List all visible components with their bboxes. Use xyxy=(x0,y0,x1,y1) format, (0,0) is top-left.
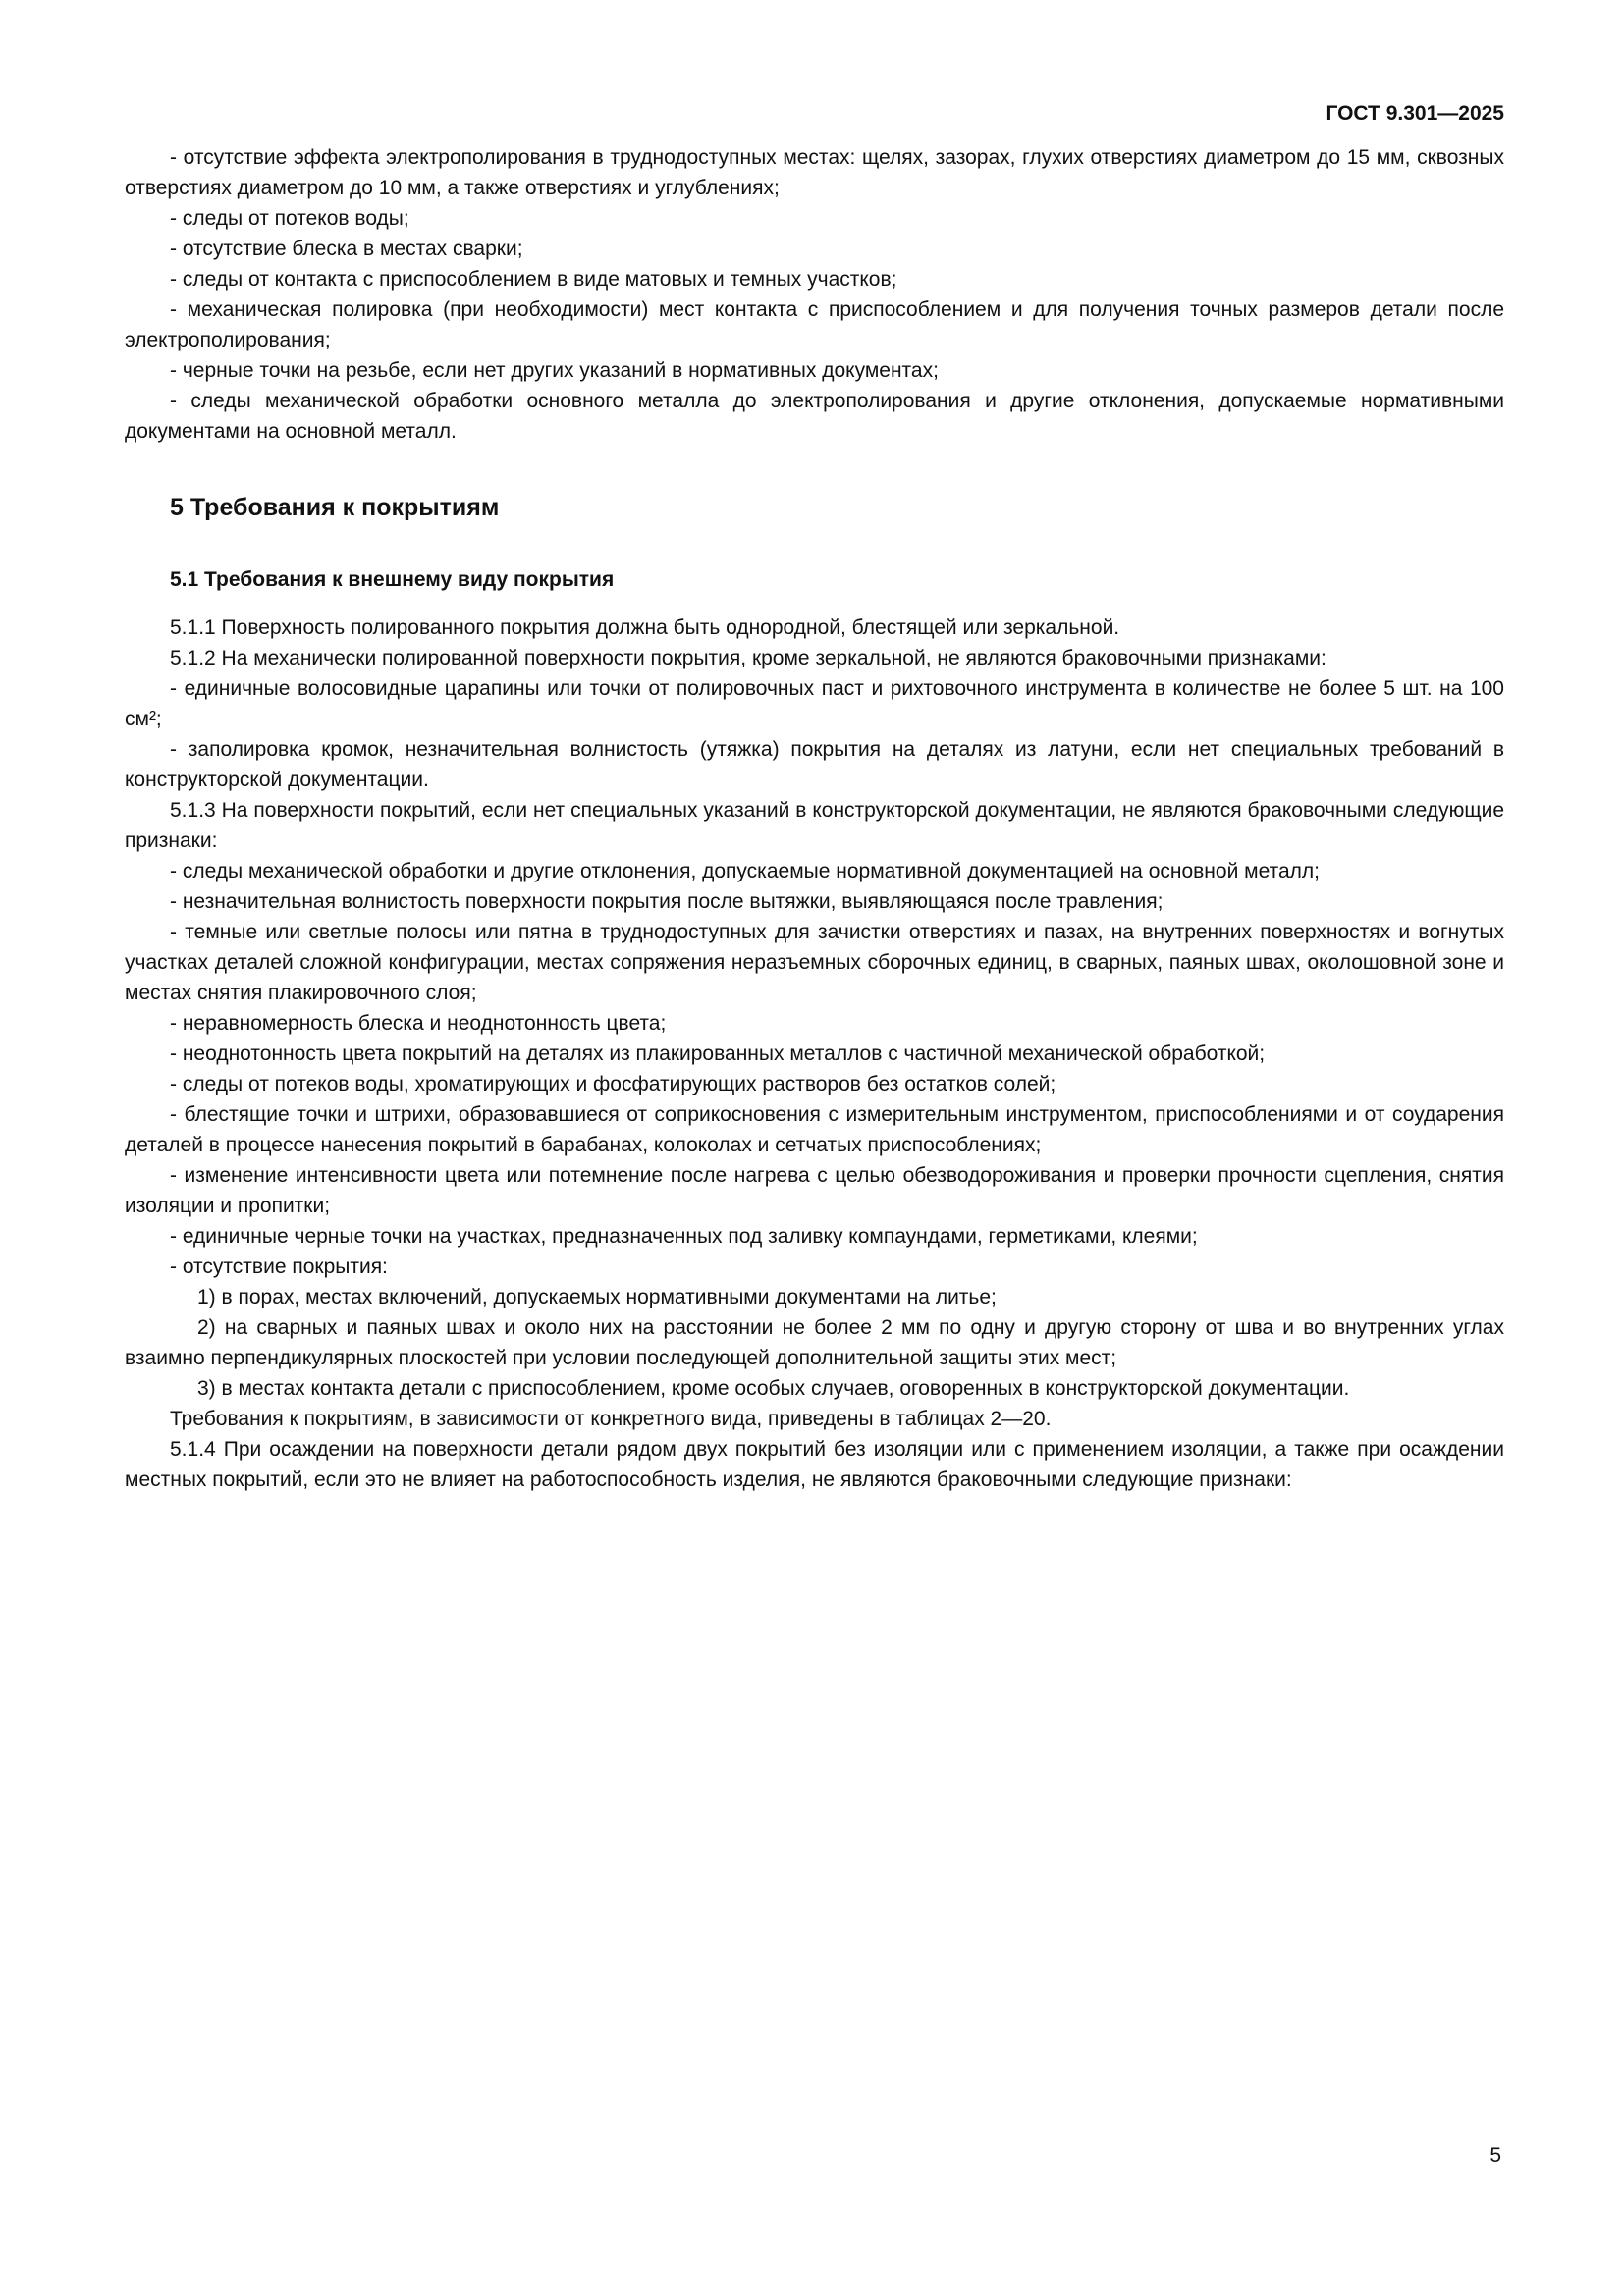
paragraph: - следы от потеков воды, хроматирующих и фосфатирующих растворов без остатков солей; xyxy=(170,1073,1056,1095)
paragraph: - отсутствие эффекта электрополирования в труднодоступных местах: щелях, зазорах, глухих отверстиях диаметром до 15 мм, сквозных отверстиях диаметром до 10 мм, а также отверстиях и углублениях; xyxy=(125,146,1504,199)
paragraph: 1) в порах, местах включений, допускаемых нормативными документами на литье; xyxy=(197,1286,997,1308)
paragraph: - черные точки на резьбе, если нет других указаний в нормативных документах; xyxy=(170,359,939,382)
subsection-heading: 5.1 Требования к внешнему виду покрытия xyxy=(170,568,615,591)
paragraph: - единичные волосовидные царапины или точки от полировочных паст и рихтовочного инструмента в количестве не более 5 шт. на 100 см²; xyxy=(125,677,1504,730)
paragraph: - изменение интенсивности цвета или потемнение после нагрева с целью обезводороживания и проверки прочности сцепления, снятия изоляции и пропитки; xyxy=(125,1164,1504,1217)
paragraph: - заполировка кромок, незначительная волнистость (утяжка) покрытия на деталях из латуни, если нет специальных требований в конструкторской документации. xyxy=(125,738,1504,791)
paragraph: - незначительная волнистость поверхности покрытия после вытяжки, выявляющаяся после травления; xyxy=(170,890,1164,913)
paragraph: - неравномерность блеска и неоднотонность цвета; xyxy=(170,1012,667,1035)
section-heading: 5 Требования к покрытиям xyxy=(170,494,500,521)
doc-number-header: ГОСТ 9.301—2025 xyxy=(1326,102,1504,125)
paragraph: 5.1.1 Поверхность полированного покрытия должна быть однородной, блестящей или зеркальной. xyxy=(170,616,1120,639)
paragraph: 5.1.3 На поверхности покрытий, если нет специальных указаний в конструкторской документации, не являются браковочными следующие признаки: xyxy=(125,799,1504,852)
paragraph: 5.1.2 На механически полированной поверхности покрытия, кроме зеркальной, не являются браковочными признаками: xyxy=(170,647,1326,669)
paragraph: 2) на сварных и паяных швах и около них на расстоянии не более 2 мм по одну и другую сторону от шва и во внутренних углах взаимно перпендикулярных плоскостей при условии последующей дополнительной защиты этих мест; xyxy=(125,1316,1504,1369)
paragraph: 5.1.4 При осаждении на поверхности детали рядом двух покрытий без изоляции или с применением изоляции, а также при осаждении местных покрытий, если это не влияет на работоспособность изделия, не являются браковочными следующие признаки: xyxy=(125,1438,1504,1491)
paragraph: - блестящие точки и штрихи, образовавшиеся от соприкосновения с измерительным инструментом, приспособлениями и от соударения деталей в процессе нанесения покрытий в барабанах, колоколах и сетчатых приспособлениях; xyxy=(125,1103,1504,1156)
page-number: 5 xyxy=(1489,2144,1501,2166)
paragraph: - отсутствие блеска в местах сварки; xyxy=(170,238,523,260)
paragraph: - темные или светлые полосы или пятна в труднодоступных для зачистки отверстиях и пазах, на внутренних поверхностях и вогнутых участках деталей сложной конфигурации, местах сопряжения неразъемных сборочных единиц, в сварных, паяных швах, околошовной зоне и местах снятия плакировочного слоя; xyxy=(125,921,1504,1004)
paragraph: - следы от контакта с приспособлением в виде матовых и темных участков; xyxy=(170,268,897,291)
paragraph: - следы механической обработки основного металла до электрополирования и другие отклонения, допускаемые нормативными документами на основной металл. xyxy=(125,390,1504,443)
paragraph: - единичные черные точки на участках, предназначенных под заливку компаундами, герметиками, клеями; xyxy=(170,1225,1198,1248)
paragraph: 3) в местах контакта детали с приспособлением, кроме особых случаев, оговоренных в конструкторской документации. xyxy=(197,1377,1350,1400)
paragraph: Требования к покрытиям, в зависимости от конкретного вида, приведены в таблицах 2—20. xyxy=(170,1408,1052,1430)
paragraph: - следы от потеков воды; xyxy=(170,207,409,230)
paragraph: - следы механической обработки и другие отклонения, допускаемые нормативной документацией на основной металл; xyxy=(170,860,1320,882)
document-body xyxy=(125,142,1504,1495)
paragraph: - механическая полировка (при необходимости) мест контакта с приспособлением и для получения точных размеров детали после электрополирования; xyxy=(125,298,1504,351)
paragraph: - отсутствие покрытия: xyxy=(170,1255,388,1278)
paragraph: - неоднотонность цвета покрытий на деталях из плакированных металлов с частичной механической обработкой; xyxy=(170,1042,1266,1065)
